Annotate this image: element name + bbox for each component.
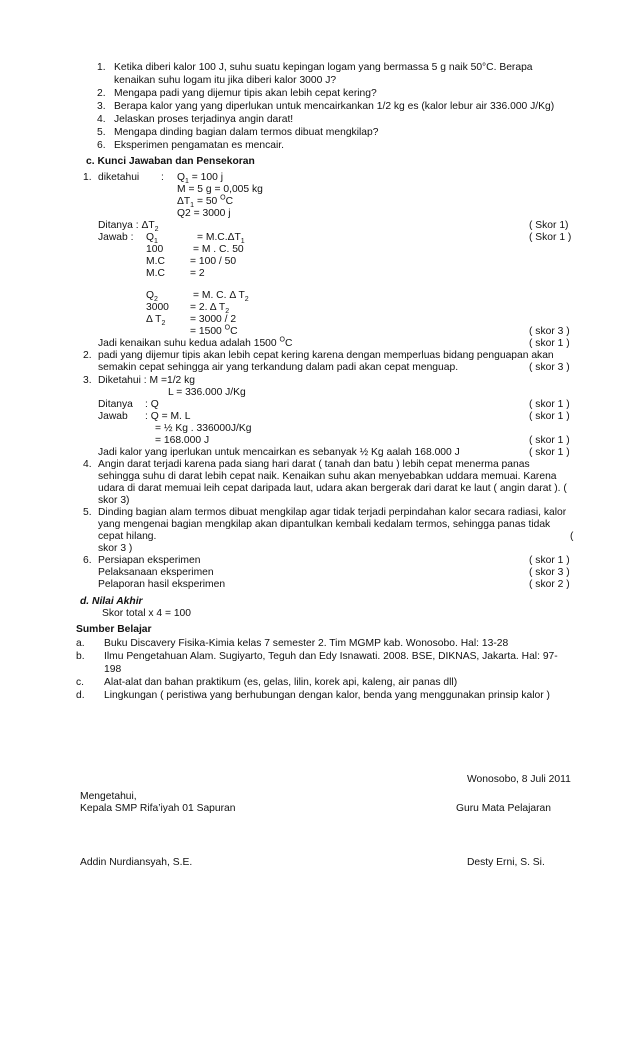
answer-text: sehingga suhu di darat lebih cepat naik. Kenaikan suhu akan menyebabkan uddara memuai. Karena [98, 471, 557, 482]
known-label: diketahui [98, 172, 140, 183]
answer-text: Angin darat terjadi karena pada siang hari darat ( tanah dan batu ) lebih cepat menerma panas [98, 459, 530, 470]
answer-text: Pelaporan hasil eksperimen [98, 579, 226, 590]
formula-left: $Q_1$ [146, 232, 158, 246]
source-text: Lingkungan ( peristiwa yang berhubungan dengan kalor, benda yang menggunakan prinsip kalor ) [104, 690, 550, 701]
answer-text: semakin cepat sehingga air yang terkandung dalam padi akan cepat menguap. [98, 362, 459, 373]
conclusion: Jadi kenaikan suhu kedua adalah 1500 $^O$C [98, 336, 293, 349]
score: ( skor 1 ) [529, 435, 570, 446]
score: ( skor 3 ) [529, 567, 570, 578]
list-letter: c. [76, 677, 85, 688]
formula-left: M.C [146, 268, 165, 279]
question-text: Ketika diberi kalor 100 J, suhu suatu kepingan logam yang bermassa 5 g naik 50°C. Berapa [114, 62, 533, 73]
list-letter: b. [76, 651, 85, 662]
formula-line: Q2 = 3000 j [177, 208, 231, 219]
score-open-paren: ( [570, 531, 574, 542]
colon: : [161, 172, 164, 183]
source-text: 198 [104, 664, 122, 675]
score: ( Skor 1 ) [529, 232, 572, 243]
formula-left: 3000 [146, 302, 169, 313]
principal-title: Kepala SMP Rifa’iyah 01 Sapuran [80, 803, 236, 814]
formula-right: = M. C. Δ $T_2$ [193, 290, 249, 304]
answer-text: udara di darat memuai leih cepat daripada laut, udara akan bergerak dari darat ke laut ( angin darat ). ( [98, 483, 567, 494]
formula-line: $\Delta T_1 = 50$ $^O$C [177, 194, 234, 210]
score: ( skor 1 ) [529, 338, 570, 349]
score: ( skor 1 ) [529, 555, 570, 566]
answer-number: 4. [83, 459, 92, 470]
source-text: Alat-alat dan bahan praktikum (es, gelas, lilin, korek api, kaleng, air panas dll) [104, 677, 458, 688]
formula-left: $Q_2$ [146, 290, 158, 304]
formula-right: = M . C. 50 [193, 244, 244, 255]
score: ( skor 3 ) [529, 326, 570, 337]
answer-number: 2. [83, 350, 92, 361]
question-number: 5. [97, 127, 106, 138]
formula-right: = 3000 / 2 [190, 314, 237, 325]
question-number: 6. [97, 140, 106, 151]
formula-line: L = 336.000 J/Kg [168, 387, 246, 398]
answer-text: Persiapan eksperimen [98, 555, 201, 566]
source-text: Ilmu Pengetahuan Alam. Sugiyarto, Teguh dan Edy Isnawati. 2008. BSE, DIKNAS, Jakarta. Hal: 97- [104, 651, 558, 662]
formula-right: = 1500 $^O$C [190, 324, 238, 337]
question-text: Mengapa padi yang dijemur tipis akan lebih cepat kering? [114, 88, 377, 99]
score: ( skor 1 ) [529, 447, 570, 458]
source-text: Buku Discavery Fisika-Kimia kelas 7 semester 2. Tim MGMP kab. Wonosobo. Hal: 13-28 [104, 638, 509, 649]
answer-number: 6. [83, 555, 92, 566]
score: skor 3) [98, 495, 130, 506]
list-letter: a. [76, 638, 85, 649]
list-letter: d. [76, 690, 85, 701]
answer-text: padi yang dijemur tipis akan lebih cepat kering karena dengan memperluas bidang penguapan akan [98, 350, 554, 361]
answer-text: Dinding bagian alam termos dibuat mengkilap agar tidak terjadi perpindahan kalor secara radiasi, kalor [98, 507, 567, 518]
place-date: Wonosobo, 8 Juli 2011 [467, 774, 571, 785]
score: ( Skor 1) [529, 220, 569, 231]
question-number: 2. [97, 88, 106, 99]
formula-right: = 100 / 50 [190, 256, 237, 267]
answer-number: 5. [83, 507, 92, 518]
question-number: 3. [97, 101, 106, 112]
section-heading: d. Nilai Akhir [80, 596, 143, 607]
answer-text: yang mengenai bagian mengkilap akan dipantulkan kembali kedalam termos, sehingga panas tidak [98, 519, 551, 530]
score: ( skor 3 ) [529, 362, 570, 373]
formula-line: M = 5 g = 0,005 kg [177, 184, 263, 195]
answer-text: cepat hilang. [98, 531, 157, 542]
acknowledged-label: Mengetahui, [80, 791, 137, 802]
answer-text: Diketahui : M =1/2 kg [98, 375, 196, 386]
question-text: Berapa kalor yang yang diperlukan untuk mencairkankan 1/2 kg es (kalor lebur air 336.000 J/Kg) [114, 101, 555, 112]
score: ( skor 1 ) [529, 399, 570, 410]
formula-right: = 2 [190, 268, 205, 279]
section-heading: Sumber Belajar [76, 624, 152, 635]
formula-line: : Q = M. L [145, 411, 191, 422]
question-number: 1. [97, 62, 106, 73]
asked-line: Ditanya : $\Delta T_2$ [98, 220, 159, 234]
answer-text: Pelaksanaan eksperimen [98, 567, 214, 578]
teacher-title: Guru Mata Pelajaran [456, 803, 552, 814]
answer-label: Jawab [98, 411, 128, 422]
asked-label: Ditanya [98, 399, 133, 410]
question-text: kenaikan suhu logam itu jika diberi kalor 3000 J? [114, 75, 337, 86]
asked-value: : Q [145, 399, 159, 410]
formula-right: = $M.C.\Delta T_1$ [197, 232, 245, 246]
total-score: Skor total x 4 = 100 [102, 608, 192, 619]
answer-number: 3. [83, 375, 92, 386]
score: skor 3 ) [98, 543, 133, 554]
formula-left: Δ $T_2$ [146, 314, 166, 328]
answer-number: 1. [83, 172, 92, 183]
principal-name: Addin Nurdiansyah, S.E. [80, 857, 193, 868]
conclusion: Jadi kalor yang iperlukan untuk mencairkan es sebanyak ½ Kg aalah 168.000 J [98, 447, 460, 458]
answer-label: Jawab : [98, 232, 134, 243]
formula-left: 100 [146, 244, 164, 255]
formula-line: $Q_1 = 100$ j [177, 172, 223, 186]
section-heading: c. Kunci Jawaban dan Pensekoran [86, 156, 255, 167]
question-text: Mengapa dinding bagian dalam termos dibuat mengkilap? [114, 127, 379, 138]
teacher-name: Desty Erni, S. Si. [467, 857, 545, 868]
question-number: 4. [97, 114, 106, 125]
question-text: Jelaskan proses terjadinya angin darat! [114, 114, 294, 125]
formula-line: = 168.000 J [155, 435, 210, 446]
question-text: Eksperimen pengamatan es mencair. [114, 140, 284, 151]
formula-left: M.C [146, 256, 165, 267]
formula-line: = ½ Kg . 336000J/Kg [155, 423, 252, 434]
formula-right: = 2. Δ $T_2$ [190, 302, 230, 316]
score: ( skor 2 ) [529, 579, 570, 590]
score: ( skor 1 ) [529, 411, 570, 422]
